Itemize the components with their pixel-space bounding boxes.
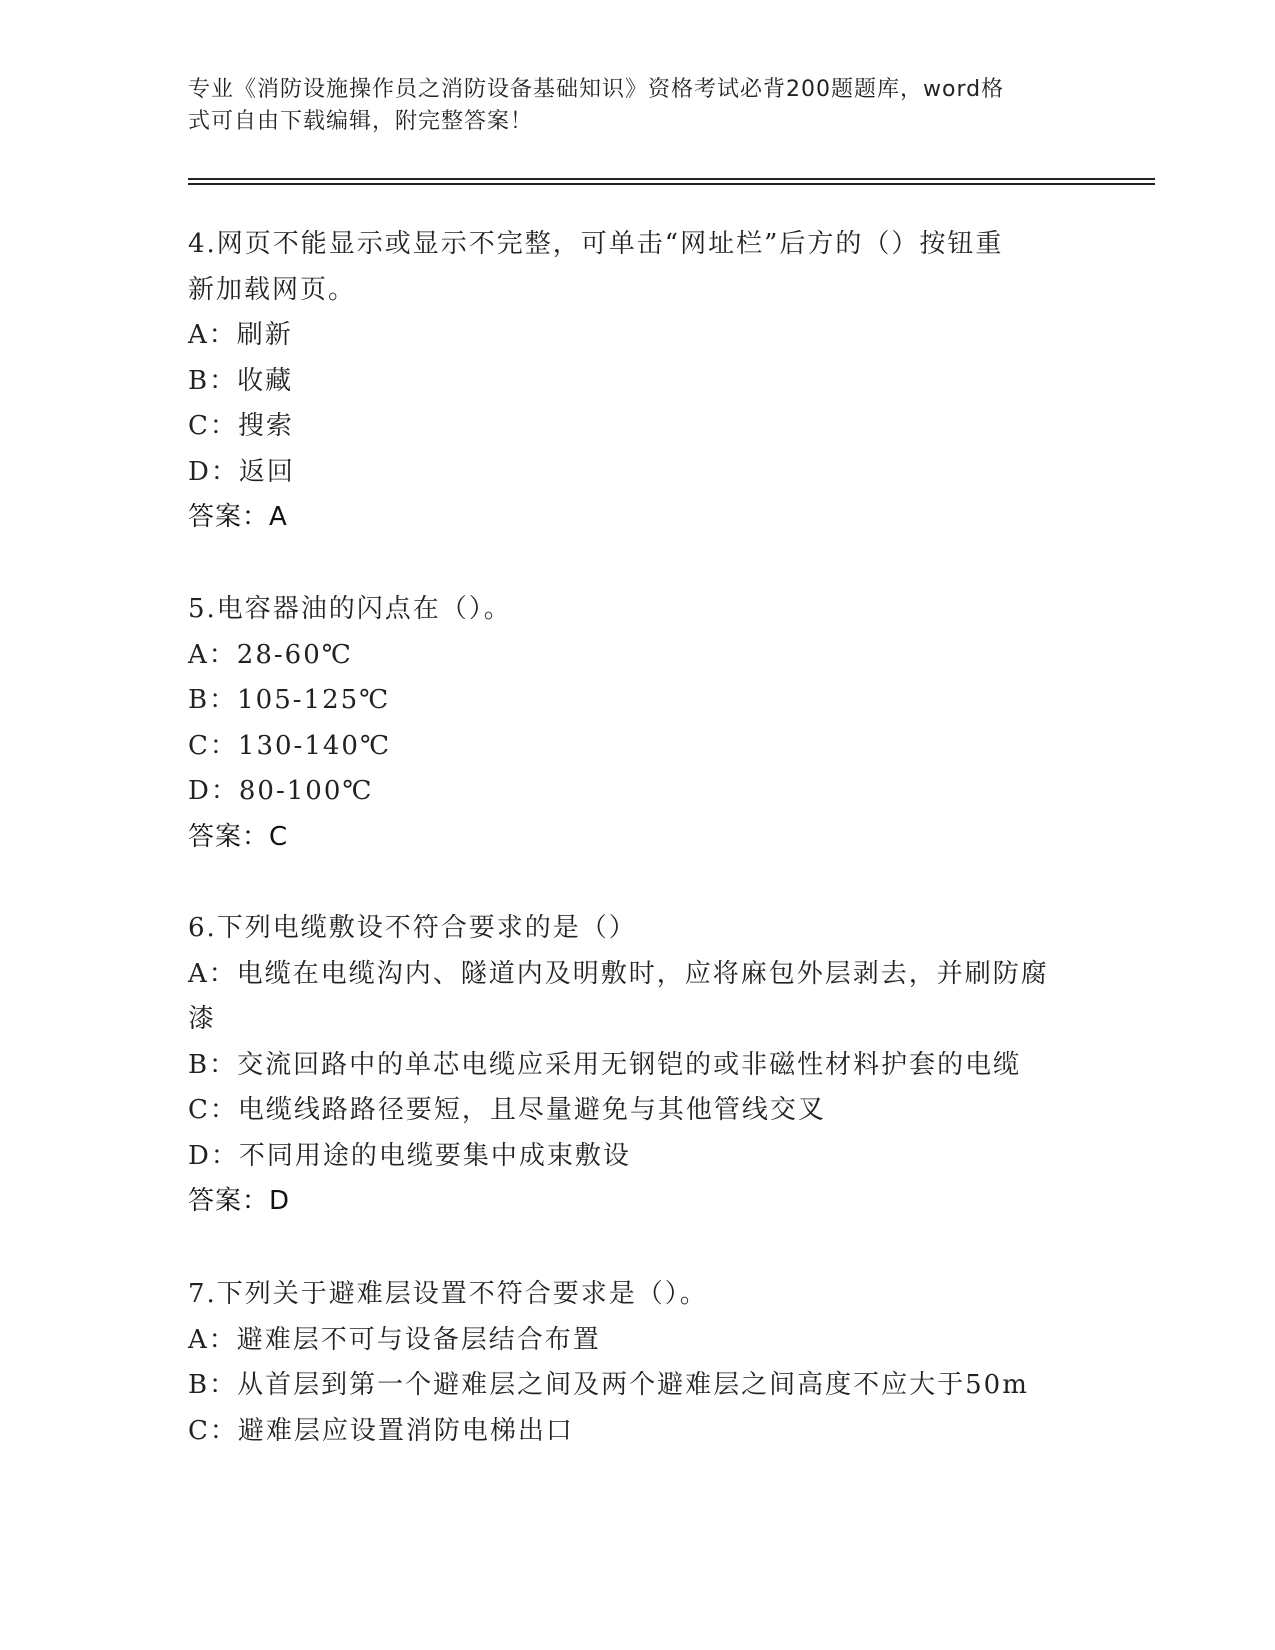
header-line-2: 式可自由下载编辑，附完整答案！ <box>188 109 534 134</box>
option-label: C： <box>188 730 238 761</box>
option-c <box>188 1088 1088 1134</box>
option-a <box>188 1318 1088 1364</box>
option-b <box>188 359 1088 405</box>
document-header <box>188 74 1068 138</box>
option-text: 不同用途的电缆要集中成束敷设 <box>238 1140 631 1171</box>
option-text: 刷新 <box>236 320 293 350</box>
option-text: 收藏 <box>237 365 294 396</box>
option-text: 避难层不可与设备层结合布置 <box>236 1324 601 1355</box>
option-label: A： <box>188 639 237 670</box>
option-label: C： <box>188 1095 238 1125</box>
header-divider-top <box>188 178 1155 180</box>
header-line-1: 专业《消防设施操作员之消防设备基础知识》资格考试必背200题题库，word格 <box>188 77 1005 102</box>
header-divider-bottom <box>188 183 1155 185</box>
option-label: C： <box>188 1415 238 1446</box>
option-d <box>188 1134 1088 1180</box>
option-text: 105-125℃ <box>237 685 391 715</box>
question-4 <box>188 222 1088 541</box>
option-b <box>188 1043 1088 1089</box>
question-stem-line: 5.电容器油的闪点在（）。 <box>188 594 512 624</box>
option-c <box>188 1409 1088 1455</box>
option-d <box>188 769 1088 815</box>
question-stem-line: 新加载网页。 <box>188 274 357 305</box>
option-text: 避难层应设置消防电梯出口 <box>237 1415 574 1446</box>
option-a <box>188 952 1088 998</box>
option-label: D： <box>188 776 239 806</box>
option-text: 28-60℃ <box>236 639 353 670</box>
option-text: 从首层到第一个避难层之间及两个避难层之间高度不应大于50m <box>237 1370 1029 1400</box>
option-label: B： <box>188 1370 238 1400</box>
option-label: B： <box>188 1049 238 1080</box>
option-a <box>188 633 1088 679</box>
question-5 <box>188 587 1088 860</box>
option-label: B： <box>188 365 238 396</box>
question-7 <box>188 1272 1088 1454</box>
option-text: 返回 <box>238 456 295 487</box>
answer-line: 答案：A <box>188 502 288 532</box>
option-b <box>188 1363 1088 1409</box>
option-c <box>188 404 1088 450</box>
option-a-continuation: 漆 <box>188 1004 217 1034</box>
option-label: B： <box>188 685 238 715</box>
option-text: 130-140℃ <box>237 730 392 761</box>
option-label: A： <box>188 320 237 350</box>
option-label: A： <box>188 1324 237 1355</box>
option-label: C： <box>188 411 238 441</box>
option-d <box>188 450 1088 496</box>
option-text: 电缆在电缆沟内、隧道内及明敷时，应将麻包外层剥去，并刷防腐 <box>236 958 1049 989</box>
option-a <box>188 313 1088 359</box>
option-text: 交流回路中的单芯电缆应采用无钢铠的或非磁性材料护套的电缆 <box>237 1049 1022 1080</box>
question-stem-line: 7.下列关于避难层设置不符合要求是（）。 <box>188 1279 708 1309</box>
option-label: D： <box>188 456 239 487</box>
question-6 <box>188 906 1088 1225</box>
question-stem-line: 4.网页不能显示或显示不完整，可单击“网址栏”后方的（）按钮重 <box>188 229 1004 259</box>
option-b <box>188 678 1088 724</box>
option-label: A： <box>188 958 237 989</box>
option-text: 搜索 <box>237 411 294 441</box>
option-text: 电缆线路路径要短，且尽量避免与其他管线交叉 <box>237 1095 826 1125</box>
answer-line: 答案：D <box>188 1186 291 1216</box>
question-stem-line: 6.下列电缆敷设不符合要求的是（） <box>188 913 637 943</box>
answer-line: 答案：C <box>188 821 289 852</box>
option-label: D： <box>188 1140 239 1171</box>
option-text: 80-100℃ <box>238 776 374 806</box>
option-c <box>188 724 1088 770</box>
